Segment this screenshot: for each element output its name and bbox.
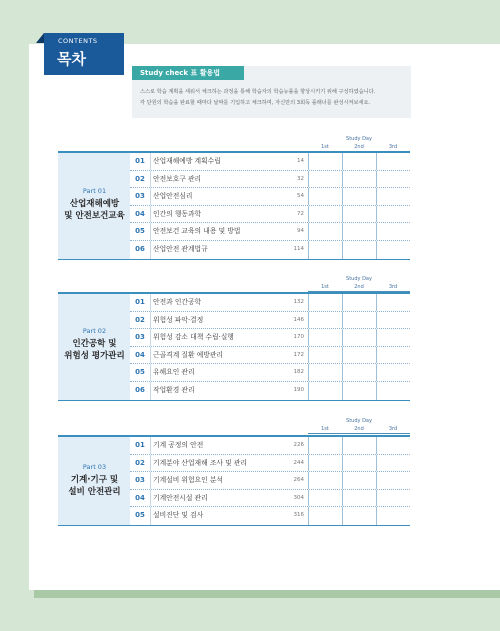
check-cell-3rd[interactable] — [376, 490, 410, 507]
part-title-line: 위험성 평가관리 — [64, 351, 125, 361]
study-day-title: Study Day — [346, 276, 372, 282]
check-cell-1st[interactable] — [308, 472, 342, 489]
chapter-row[interactable] — [130, 312, 410, 330]
check-cell-2nd[interactable] — [342, 347, 376, 364]
chapter-page: 316 — [293, 512, 304, 519]
check-cell-3rd[interactable] — [376, 153, 410, 170]
chapter-title: 기계 공정의 안전 — [150, 437, 290, 454]
check-cell-2nd[interactable] — [342, 437, 376, 454]
check-cell-1st[interactable] — [308, 490, 342, 507]
check-cell-2nd[interactable] — [342, 241, 376, 259]
chapter-number: 05 — [135, 511, 145, 520]
study-day-title: Study Day — [346, 136, 372, 142]
chapter-page: 132 — [293, 299, 304, 305]
study-day-col-1: 1st — [321, 144, 329, 150]
check-cell-3rd[interactable] — [376, 294, 410, 311]
part-title-line: 기계·기구 및 — [70, 475, 119, 485]
chapter-page: 190 — [293, 386, 304, 393]
chapter-page: 146 — [293, 316, 304, 323]
check-cell-1st[interactable] — [308, 364, 342, 381]
chapter-number: 02 — [135, 458, 145, 467]
chapter-number: 04 — [135, 350, 145, 359]
chapter-number: 01 — [135, 298, 145, 306]
part-number: Part 03 — [82, 463, 107, 471]
chapter-number: 01 — [135, 441, 145, 449]
check-cell-2nd[interactable] — [342, 206, 376, 223]
check-cell-3rd[interactable] — [376, 472, 410, 489]
chapter-row[interactable] — [130, 171, 410, 189]
check-cell-2nd[interactable] — [342, 312, 376, 329]
part-block — [58, 151, 410, 260]
chapter-row[interactable] — [130, 437, 410, 455]
chapter-page: 244 — [293, 459, 304, 466]
chapter-title: 위험성 감소 대책 수립·실행 — [150, 329, 290, 346]
study-day-header — [308, 418, 410, 434]
check-cell-1st[interactable] — [308, 312, 342, 329]
chapter-row[interactable] — [130, 347, 410, 365]
chapter-title: 안전과 인간공학 — [150, 294, 290, 311]
badge-fold — [36, 33, 44, 43]
check-cell-1st[interactable] — [308, 223, 342, 240]
page-shadow — [34, 590, 500, 598]
study-day-col-3: 3rd — [388, 426, 398, 432]
study-day-col-2: 2nd — [354, 426, 364, 432]
chapter-number: 06 — [135, 244, 145, 253]
chapter-number: 06 — [135, 385, 145, 394]
check-cell-1st[interactable] — [308, 206, 342, 223]
study-check-line-2: 각 단원의 학습을 완료할 때마다 날짜를 기입하고 체크하며, 자신만의 3회독 플래너를 완성시켜보세요. — [140, 100, 371, 106]
chapter-title: 기계설비 위험요인 분석 — [150, 472, 290, 489]
part-title-line: 인간공학 및 — [72, 339, 117, 349]
part-label — [58, 153, 130, 259]
check-cell-3rd[interactable] — [376, 347, 410, 364]
check-cell-2nd[interactable] — [342, 472, 376, 489]
check-cell-1st[interactable] — [308, 347, 342, 364]
chapter-row[interactable] — [130, 364, 410, 382]
badge-ko: 목차 — [57, 50, 86, 68]
chapter-number: 03 — [135, 476, 145, 485]
chapter-title: 근골격계 질환 예방관리 — [150, 347, 290, 364]
part-title — [58, 474, 131, 498]
check-cell-1st[interactable] — [308, 382, 342, 400]
part-block — [58, 292, 410, 401]
check-cell-3rd[interactable] — [376, 223, 410, 240]
chapter-title: 안전보건 교육의 내용 및 방법 — [150, 223, 290, 240]
check-cell-3rd[interactable] — [376, 507, 410, 525]
check-cell-3rd[interactable] — [376, 382, 410, 400]
check-cell-1st[interactable] — [308, 329, 342, 346]
part-title-line: 및 안전보건교육 — [64, 211, 125, 221]
chapter-title: 기계안전시설 관리 — [150, 490, 290, 507]
check-cell-2nd[interactable] — [342, 223, 376, 240]
chapter-title: 안전보호구 관리 — [150, 171, 290, 188]
part-number: Part 02 — [82, 327, 107, 335]
study-day-col-1: 1st — [321, 284, 329, 290]
check-cell-1st[interactable] — [308, 188, 342, 205]
chapter-number: 02 — [135, 315, 145, 324]
chapter-page: 226 — [293, 442, 304, 448]
check-cell-1st[interactable] — [308, 507, 342, 525]
chapter-row[interactable] — [130, 206, 410, 224]
chapter-page: 14 — [297, 158, 304, 164]
check-cell-3rd[interactable] — [376, 171, 410, 188]
chapter-row[interactable] — [130, 472, 410, 490]
chapter-title: 기계분야 산업재해 조사 및 관리 — [150, 455, 290, 472]
chapter-row[interactable] — [130, 153, 410, 171]
check-cell-1st[interactable] — [308, 455, 342, 472]
study-check-tag: Study check 표 활용법 — [132, 66, 244, 80]
study-day-col-2: 2nd — [354, 144, 364, 150]
check-cell-2nd[interactable] — [342, 364, 376, 381]
chapter-list — [130, 437, 410, 525]
chapter-title: 유해요인 관리 — [150, 364, 290, 381]
chapter-title: 설비진단 및 검사 — [150, 507, 290, 525]
chapter-title: 위험성 파악·결정 — [150, 312, 290, 329]
chapter-page: 54 — [297, 193, 304, 200]
study-day-col-3: 3rd — [388, 144, 398, 150]
badge-en: CONTENTS — [58, 37, 98, 45]
part-title-line: 설비 안전관리 — [68, 487, 121, 497]
chapter-page: 304 — [293, 494, 304, 501]
chapter-page: 172 — [293, 351, 304, 358]
chapter-page: 32 — [297, 175, 304, 182]
part-title — [58, 338, 131, 362]
chapter-number: 05 — [135, 368, 145, 377]
chapter-row[interactable] — [130, 490, 410, 508]
check-cell-1st[interactable] — [308, 241, 342, 259]
chapter-row[interactable] — [130, 455, 410, 473]
chapter-row[interactable] — [130, 188, 410, 206]
check-cell-3rd[interactable] — [376, 241, 410, 259]
part-label — [58, 437, 130, 525]
check-cell-3rd[interactable] — [376, 188, 410, 205]
chapter-number: 03 — [135, 192, 145, 201]
check-cell-3rd[interactable] — [376, 364, 410, 381]
chapter-row[interactable] — [130, 241, 410, 259]
chapter-page: 264 — [293, 477, 304, 484]
check-cell-1st[interactable] — [308, 171, 342, 188]
check-cell-2nd[interactable] — [342, 507, 376, 525]
chapter-title: 인간의 행동과학 — [150, 206, 290, 223]
check-cell-2nd[interactable] — [342, 153, 376, 170]
check-cell-3rd[interactable] — [376, 206, 410, 223]
part-label — [58, 294, 130, 400]
study-day-header — [308, 136, 410, 152]
check-cell-2nd[interactable] — [342, 188, 376, 205]
chapter-row[interactable] — [130, 382, 410, 400]
part-number: Part 01 — [82, 187, 107, 195]
part-title — [58, 198, 131, 222]
chapter-row[interactable] — [130, 329, 410, 347]
chapter-row[interactable] — [130, 223, 410, 241]
chapter-title: 산업안전 관계법규 — [150, 241, 290, 259]
study-day-col-3: 3rd — [388, 284, 398, 290]
chapter-list — [130, 153, 410, 259]
check-cell-3rd[interactable] — [376, 312, 410, 329]
check-cell-1st[interactable] — [308, 294, 342, 311]
chapter-page: 114 — [293, 245, 304, 252]
study-day-col-2: 2nd — [354, 284, 364, 290]
check-cell-3rd[interactable] — [376, 455, 410, 472]
chapter-page: 170 — [293, 334, 304, 341]
chapter-list — [130, 294, 410, 400]
study-check-line-1: 스스로 학습 계획을 세워서 체크하는 과정을 통해 학습자의 학습능률을 향상시키기 위해 구성하였습니다. — [140, 89, 376, 95]
chapter-title: 작업환경 관리 — [150, 382, 290, 400]
chapter-title: 산업재해예방 계획수립 — [150, 153, 290, 170]
part-block — [58, 435, 410, 526]
check-cell-2nd[interactable] — [342, 294, 376, 311]
chapter-page: 94 — [297, 228, 304, 235]
chapter-page: 72 — [297, 210, 304, 217]
study-day-title: Study Day — [346, 418, 372, 424]
study-day-col-1: 1st — [321, 426, 329, 432]
check-cell-3rd[interactable] — [376, 329, 410, 346]
chapter-row[interactable] — [130, 294, 410, 312]
check-cell-2nd[interactable] — [342, 490, 376, 507]
chapter-title: 산업안전심리 — [150, 188, 290, 205]
contents-badge — [44, 33, 124, 75]
check-cell-3rd[interactable] — [376, 437, 410, 454]
check-cell-1st[interactable] — [308, 153, 342, 170]
check-cell-2nd[interactable] — [342, 382, 376, 400]
check-cell-1st[interactable] — [308, 437, 342, 454]
chapter-page: 182 — [293, 369, 304, 376]
chapter-number: 05 — [135, 227, 145, 236]
chapter-number: 03 — [135, 333, 145, 342]
chapter-number: 02 — [135, 174, 145, 183]
chapter-row[interactable] — [130, 507, 410, 525]
chapter-number: 04 — [135, 493, 145, 502]
chapter-number: 01 — [135, 157, 145, 165]
check-cell-2nd[interactable] — [342, 329, 376, 346]
study-day-header — [308, 276, 410, 292]
check-cell-2nd[interactable] — [342, 171, 376, 188]
check-cell-2nd[interactable] — [342, 455, 376, 472]
part-title-line: 산업재해예방 — [69, 199, 120, 209]
chapter-number: 04 — [135, 209, 145, 218]
